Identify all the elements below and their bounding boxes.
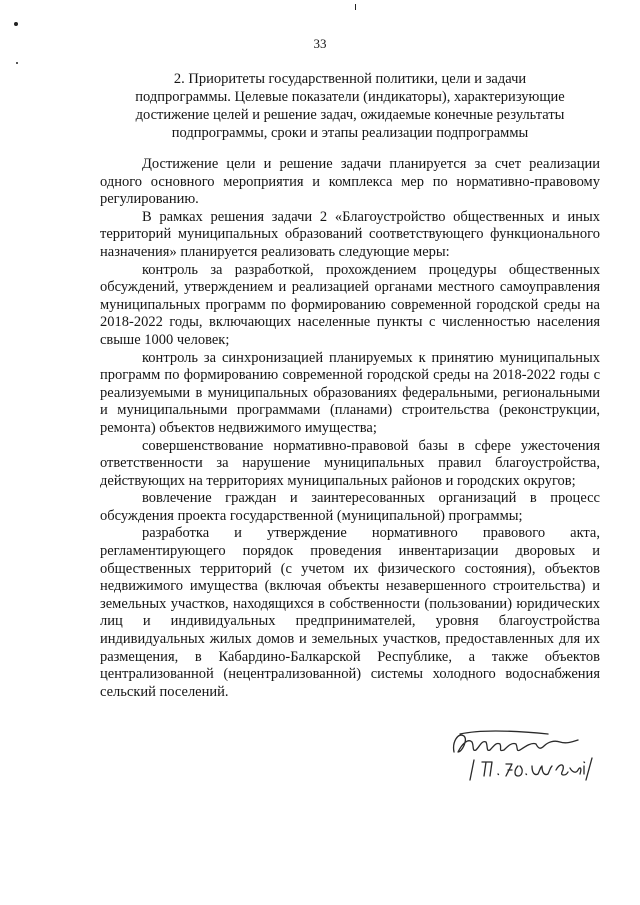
heading-line: подпрограммы. Целевые показатели (индикаторы), характеризующие xyxy=(135,89,565,105)
body-text xyxy=(100,156,600,701)
heading-line: достижение целей и решение задач, ожидаемые конечные результаты xyxy=(135,107,565,123)
paragraph: В рамках решения задачи 2 «Благоустройство общественных и иных территорий муниципальных образований соответствующего функционального назначения» планируется реализовать следующие меры: xyxy=(100,208,600,260)
paragraph: контроль за синхронизацией планируемых к принятию муниципальных программ по формированию современной городской среды на 2018-2022 годы с реализуемыми в муниципальных образованиях федеральными, региональными и муниципальными программами (планами) строительства (реконструкции, ремонта) объектов недвижимого имущества; xyxy=(100,349,600,436)
page-number: 33 xyxy=(313,36,327,51)
paragraph: совершенствование нормативно-правовой базы в сфере ужесточения ответственности за нарушение муниципальных правил благоустройства, действующих на территориях муниципальных районов и городских округов; xyxy=(100,437,600,489)
scan-mark xyxy=(14,22,18,26)
heading-line: 2. Приоритеты государственной политики, цели и задачи xyxy=(173,71,527,87)
paragraph: контроль за разработкой, прохождением процедуры общественных обсуждений, утверждением и реализацией органами местного самоуправления муниципальных программ по формированию современной городской среды на 2018-2022 годы, включающих населенные пункты с численностью населения свыше 1000 человек; xyxy=(100,261,600,348)
scan-mark xyxy=(16,62,18,64)
handwritten-signature xyxy=(448,722,598,786)
scan-mark xyxy=(355,4,356,10)
paragraph: Достижение цели и решение задачи планируется за счет реализации одного основного мероприятия и комплекса мер по нормативно-правовому регулированию. xyxy=(100,156,600,208)
section-heading xyxy=(100,70,600,142)
paragraph: вовлечение граждан и заинтересованных организаций в процесс обсуждения проекта государственной (муниципальной) программы; xyxy=(100,490,600,524)
paragraph: разработка и утверждение нормативного правового акта, регламентирующего порядок проведения инвентаризации дворовых и общественных территорий (с учетом их физического состояния), объектов недвижимого имущества (включая объекты незавершенного строительства) и земельных участков, находящихся в собственности (пользовании) юридических лиц и индивидуальных предпринимателей, уровня благоустройства индивидуальных жилых домов и земельных участков, предоставленных для их размещения, в Кабардино-Балкарской Республике, а также объектов централизованной (нецентрализованной) системы холодного водоснабжения сельский поселений. xyxy=(100,525,600,700)
heading-line: подпрограммы, сроки и этапы реализации подпрограммы xyxy=(171,125,529,141)
